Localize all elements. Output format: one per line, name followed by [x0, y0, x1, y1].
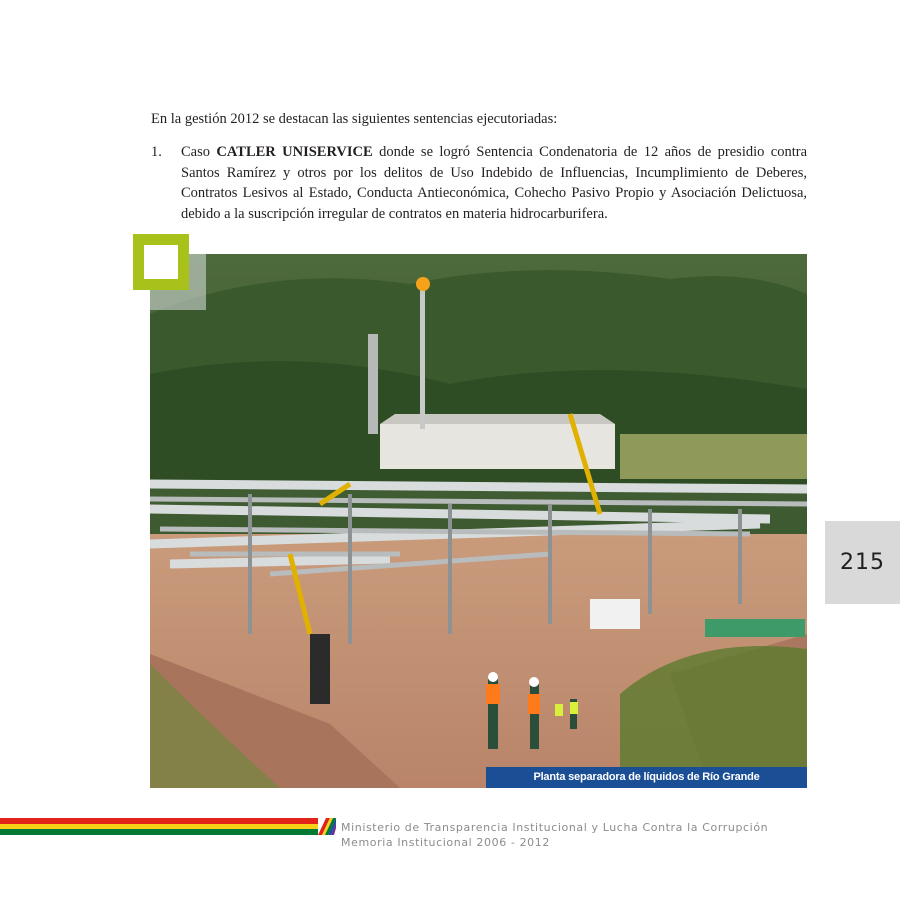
list-item-text: [181, 142, 807, 224]
list-item: [151, 142, 807, 224]
industrial-plant-photo: [150, 254, 807, 788]
square-frame-inner: [144, 245, 178, 279]
page-number-tab: [825, 521, 900, 604]
list-item-number: 1.: [151, 144, 162, 160]
bolivia-flag-stripes: [0, 818, 318, 835]
footer: [341, 820, 841, 850]
list-item-lead: Caso: [181, 144, 217, 160]
wiphala-flag-icon: [318, 818, 336, 835]
intro-paragraph: En la gestión 2012 se destacan las siguientes sentencias ejecutoriadas:: [151, 111, 558, 127]
photo-caption: Planta separadora de líquidos de Río Grande: [486, 767, 807, 788]
page-number: 215: [840, 550, 885, 575]
list-item-body: donde se logró Sentencia Condenatoria de 12 años de presidio contra Santos Ramírez y otros por los delitos de Uso Indebido de Influencias, Incumplimiento de Deberes, Contratos Lesivos al Estado, Conducta Antieconómica, Cohecho Pasivo Propio y Asociación Delictuosa, debido a la suscripción irregular de contratos en materia hidrocarburifera.: [181, 144, 808, 222]
case-name: CATLER UNISERVICE: [216, 144, 373, 160]
footer-ministry: Ministerio de Transparencia Institucional y Lucha Contra la Corrupción: [341, 821, 769, 834]
footer-memoria: Memoria Institucional 2006 - 2012: [341, 836, 550, 849]
square-frame-icon: [133, 234, 189, 290]
